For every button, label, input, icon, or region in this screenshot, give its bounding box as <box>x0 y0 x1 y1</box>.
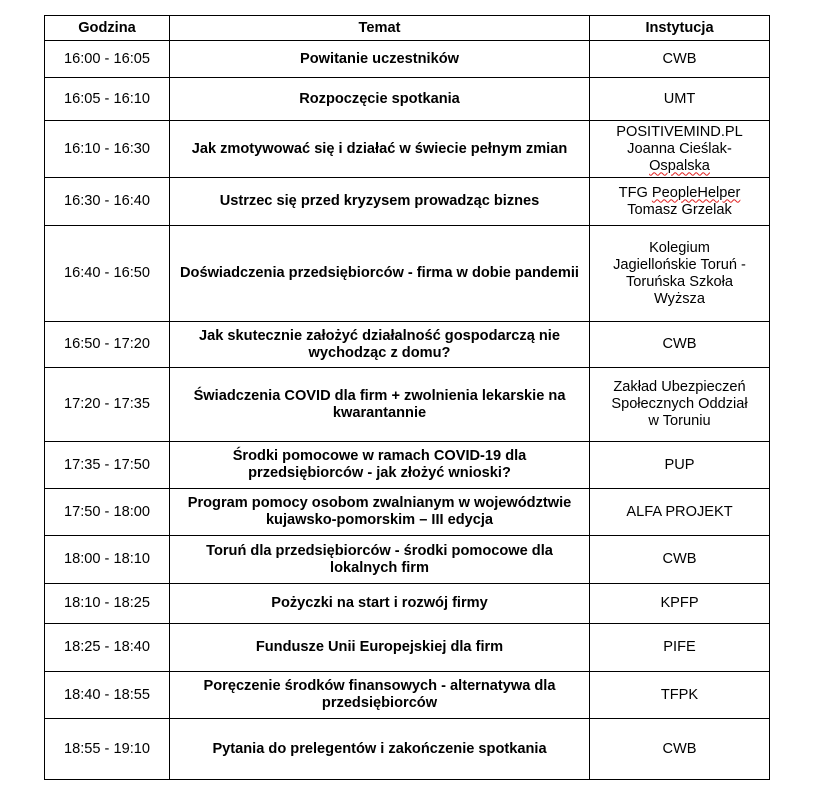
topic-cell: Jak zmotywować się i działać w świecie pełnym zmian <box>170 121 590 178</box>
institution-line: CWB <box>662 740 697 757</box>
institution-line: Społecznych Oddział <box>611 396 748 412</box>
time-cell: 18:00 - 18:10 <box>45 536 170 584</box>
table-row <box>45 719 770 780</box>
topic-cell: Ustrzec się przed kryzysem prowadząc biznes <box>170 178 590 226</box>
institution-cell <box>590 672 770 719</box>
institution-line: UMT <box>663 90 696 107</box>
table-row <box>45 121 770 178</box>
time-cell: 17:20 - 17:35 <box>45 368 170 442</box>
institution-line: Zakład Ubezpieczeń <box>613 379 746 395</box>
time-cell: 17:35 - 17:50 <box>45 442 170 489</box>
institution-line <box>596 185 763 202</box>
institution-cell <box>590 442 770 489</box>
institution-cell <box>590 489 770 536</box>
institution-cell <box>590 322 770 368</box>
topic-cell: Toruń dla przedsiębiorców - środki pomocowe dla lokalnych firm <box>170 536 590 584</box>
table-row <box>45 178 770 226</box>
institution-line <box>596 158 763 175</box>
table-row <box>45 322 770 368</box>
agenda-table <box>44 15 770 780</box>
institution-line: CWB <box>662 551 697 567</box>
table-row <box>45 489 770 536</box>
table-row <box>45 442 770 489</box>
time-cell: 16:40 - 16:50 <box>45 226 170 322</box>
time-cell: 16:30 - 16:40 <box>45 178 170 226</box>
table-row <box>45 41 770 78</box>
institution-line: w Toruniu <box>648 413 711 429</box>
table-row <box>45 368 770 442</box>
institution-cell <box>590 226 770 322</box>
institution-line: CWB <box>662 336 697 352</box>
topic-cell: Doświadczenia przedsiębiorców - firma w dobie pandemii <box>170 226 590 322</box>
table-row <box>45 672 770 719</box>
institution-line: CWB <box>662 50 697 67</box>
topic-cell: Pytania do prelegentów i zakończenie spotkania <box>170 719 590 780</box>
institution-line: KPFP <box>660 595 699 611</box>
time-cell: 18:55 - 19:10 <box>45 719 170 780</box>
time-cell: 16:10 - 16:30 <box>45 121 170 178</box>
institution-line: Tomasz Grzelak <box>627 201 732 218</box>
spellcheck-flagged-word: Ospalska <box>649 157 710 174</box>
header-institution: Instytucja <box>590 16 770 41</box>
topic-cell: Pożyczki na start i rozwój firmy <box>170 584 590 624</box>
institution-cell <box>590 536 770 584</box>
institution-line: Jagiellońskie Toruń - <box>613 256 746 273</box>
time-cell: 16:00 - 16:05 <box>45 41 170 78</box>
spellcheck-flagged-word: PeopleHelper <box>651 184 741 201</box>
table-row <box>45 624 770 672</box>
time-cell: 17:50 - 18:00 <box>45 489 170 536</box>
institution-word: TFG <box>618 184 652 201</box>
institution-cell <box>590 178 770 226</box>
table-row <box>45 536 770 584</box>
topic-cell: Fundusze Unii Europejskiej dla firm <box>170 624 590 672</box>
topic-cell: Powitanie uczestników <box>170 41 590 78</box>
table-row <box>45 78 770 121</box>
topic-cell: Poręczenie środków finansowych - alternatywa dla przedsiębiorców <box>170 672 590 719</box>
time-cell: 16:05 - 16:10 <box>45 78 170 121</box>
topic-cell: Środki pomocowe w ramach COVID-19 dla przedsiębiorców - jak złożyć wnioski? <box>170 442 590 489</box>
table-row <box>45 584 770 624</box>
header-topic: Temat <box>170 16 590 41</box>
institution-line: PUP <box>664 456 695 473</box>
time-cell: 18:40 - 18:55 <box>45 672 170 719</box>
institution-line: PIFE <box>663 639 696 655</box>
header-row <box>45 16 770 41</box>
institution-line: Kolegium <box>649 239 710 256</box>
institution-cell <box>590 584 770 624</box>
time-cell: 18:10 - 18:25 <box>45 584 170 624</box>
institution-line: Toruńska Szkoła <box>625 273 734 290</box>
institution-cell <box>590 41 770 78</box>
institution-line: Wyższa <box>654 290 705 307</box>
time-cell: 18:25 - 18:40 <box>45 624 170 672</box>
table-row <box>45 226 770 322</box>
institution-cell <box>590 719 770 780</box>
institution-cell <box>590 78 770 121</box>
institution-line: TFPK <box>660 686 699 703</box>
topic-cell: Świadczenia COVID dla firm + zwolnienia lekarskie na kwarantannie <box>170 368 590 442</box>
topic-cell: Jak skutecznie założyć działalność gospodarczą nie wychodząc z domu? <box>170 322 590 368</box>
institution-line: Joanna Cieślak- <box>627 140 732 157</box>
topic-cell: Rozpoczęcie spotkania <box>170 78 590 121</box>
time-cell: 16:50 - 17:20 <box>45 322 170 368</box>
institution-cell <box>590 624 770 672</box>
header-time: Godzina <box>45 16 170 41</box>
institution-line: POSITIVEMIND.PL <box>616 123 743 140</box>
institution-cell <box>590 121 770 178</box>
institution-cell <box>590 368 770 442</box>
topic-cell: Program pomocy osobom zwalnianym w województwie kujawsko-pomorskim – III edycja <box>170 489 590 536</box>
institution-line: ALFA PROJEKT <box>626 503 733 520</box>
